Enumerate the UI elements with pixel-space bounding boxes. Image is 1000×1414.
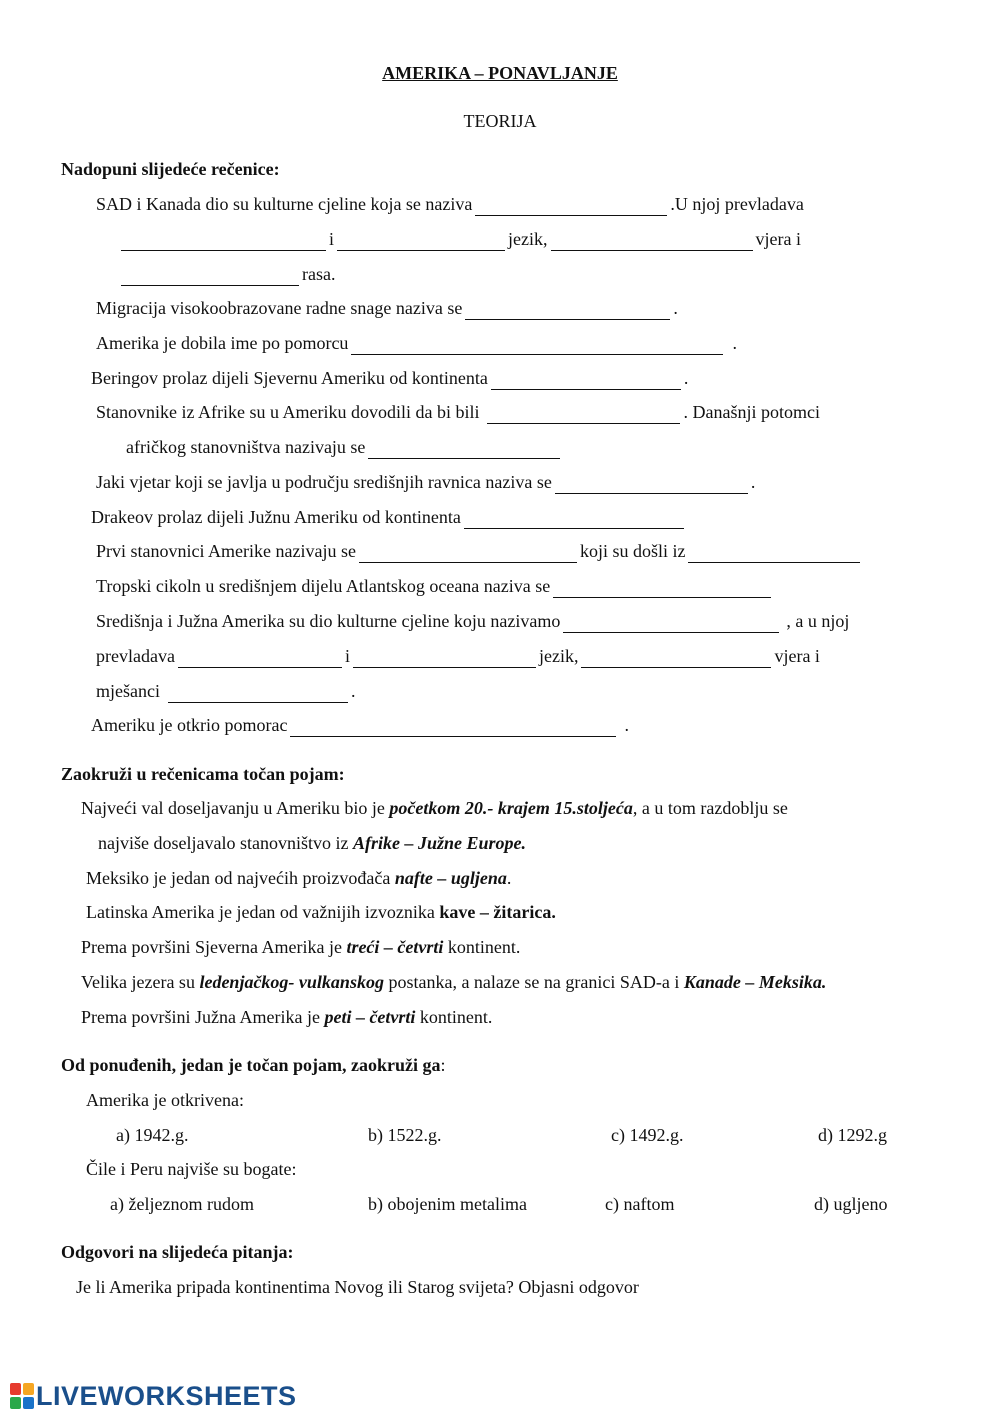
fill-line-1: SAD i Kanada dio su kulturne cjeline koja se naziva .U njoj prevladava: [96, 194, 804, 214]
fill-line-7: Stanovnike iz Afrike su u Ameriku dovodili da bi bili . Današnji potomci: [96, 402, 820, 422]
open-question-1: Je li Amerika pripada kontinentima Novog ili Starog svijeta? Objasni odgovor: [76, 1277, 639, 1297]
mc-question-1: Amerika je otkrivena:: [86, 1090, 244, 1110]
fill-line-4: Migracija visokoobrazovane radne snage naziva se .: [96, 298, 678, 318]
liveworksheets-logo-icon: [10, 1383, 34, 1409]
mc-option[interactable]: d) ugljeno: [814, 1194, 888, 1214]
page-title: AMERIKA – PONAVLJANJE: [382, 63, 618, 83]
blank-input[interactable]: [121, 267, 299, 286]
blank-input[interactable]: [359, 544, 577, 563]
fill-line-15: mješanci .: [96, 681, 356, 701]
blank-input[interactable]: [563, 614, 779, 633]
fill-line-3: rasa.: [118, 263, 335, 286]
choice[interactable]: treći – četvrti: [346, 937, 444, 957]
fill-line-14: prevladava i jezik, vjera i: [96, 646, 820, 666]
page-subtitle: TEORIJA: [463, 111, 537, 131]
blank-input[interactable]: [168, 684, 348, 703]
fill-line-9: Jaki vjetar koji se javlja u području središnjih ravnica naziva se .: [96, 472, 756, 492]
mc-option[interactable]: a) željeznom rudom: [110, 1194, 254, 1214]
section4-heading: Odgovori na slijedeća pitanja:: [61, 1242, 294, 1262]
choice[interactable]: nafte – ugljena: [394, 868, 507, 888]
liveworksheets-logo: [10, 1381, 297, 1411]
choice[interactable]: Kanade – Meksika.: [683, 972, 827, 992]
choice[interactable]: ledenjačkog- vulkanskog: [199, 972, 384, 992]
blank-input[interactable]: [551, 232, 753, 251]
circle-sentence-6: Velika jezera su ledenjačkog- vulkanskog postanka, a nalaze se na granici SAD-a i Kanade – Meksika.: [81, 972, 827, 992]
blank-input[interactable]: [464, 510, 684, 529]
fill-line-12: Tropski cikoln u središnjem dijelu Atlantskog oceana naziva se: [96, 575, 774, 598]
blank-input[interactable]: [555, 475, 748, 494]
blank-input[interactable]: [337, 232, 505, 251]
fill-line-6: Beringov prolaz dijeli Sjevernu Ameriku od kontinenta .: [91, 368, 689, 388]
circle-sentence-4: Latinska Amerika je jedan od važnijih izvoznika kave – žitarica.: [86, 902, 556, 922]
fill-line-10: Drakeov prolaz dijeli Južnu Ameriku od kontinenta: [91, 506, 687, 529]
choice[interactable]: kave – žitarica.: [439, 902, 556, 922]
choice[interactable]: peti – četvrti: [324, 1007, 416, 1027]
fill-line-11: Prvi stanovnici Amerike nazivaju se koji su došli iz: [96, 540, 863, 563]
fill-line-13: Središnja i Južna Amerika su dio kulturne cjeline koju nazivamo , a u njoj: [96, 611, 850, 631]
circle-sentence-5: Prema površini Sjeverna Amerika je treći – četvrti kontinent.: [81, 937, 521, 957]
blank-input[interactable]: [368, 440, 560, 459]
blank-input[interactable]: [491, 371, 681, 390]
liveworksheets-logo-text: LIVEWORKSHEETS: [36, 1380, 297, 1411]
fill-line-8: afričkog stanovništva nazivaju se: [126, 436, 563, 459]
fill-line-16: Ameriku je otkrio pomorac .: [91, 715, 629, 735]
mc-option[interactable]: c) naftom: [605, 1194, 675, 1214]
fill-line-2: i jezik, vjera i: [118, 228, 801, 251]
blank-input[interactable]: [465, 301, 670, 320]
mc-option[interactable]: b) obojenim metalima: [368, 1194, 527, 1214]
blank-input[interactable]: [688, 544, 860, 563]
circle-sentence-3: Meksiko je jedan od najvećih proizvođača nafte – ugljena.: [86, 868, 512, 888]
circle-sentence-7: Prema površini Južna Amerika je peti – četvrti kontinent.: [81, 1007, 493, 1027]
circle-sentence-1: Najveći val doseljavanju u Ameriku bio je početkom 20.- krajem 15.stoljeća, a u tom razdoblju se: [81, 798, 788, 818]
section1-heading: Nadopuni slijedeće rečenice:: [61, 159, 280, 179]
section3-heading: Od ponuđenih, jedan je točan pojam, zaokruži ga:: [61, 1055, 446, 1075]
mc-option[interactable]: a) 1942.g.: [116, 1125, 189, 1145]
blank-input[interactable]: [487, 405, 680, 424]
circle-sentence-2: najviše doseljavalo stanovništvo iz Afrike – Južne Europe.: [98, 833, 526, 853]
blank-input[interactable]: [351, 336, 723, 355]
choice[interactable]: početkom 20.- krajem 15.stoljeća: [389, 798, 633, 818]
blank-input[interactable]: [475, 197, 667, 216]
section2-heading: Zaokruži u rečenicama točan pojam:: [61, 764, 345, 784]
mc-question-2: Čile i Peru najviše su bogate:: [86, 1159, 297, 1179]
blank-input[interactable]: [553, 579, 771, 598]
mc-option[interactable]: c) 1492.g.: [611, 1125, 684, 1145]
mc-option[interactable]: b) 1522.g.: [368, 1125, 442, 1145]
mc-option[interactable]: d) 1292.g: [818, 1125, 887, 1145]
blank-input[interactable]: [178, 649, 342, 668]
blank-input[interactable]: [121, 232, 326, 251]
blank-input[interactable]: [290, 718, 616, 737]
blank-input[interactable]: [581, 649, 771, 668]
choice[interactable]: Afrike – Južne Europe.: [352, 833, 526, 853]
blank-input[interactable]: [353, 649, 536, 668]
fill-line-5: Amerika je dobila ime po pomorcu .: [96, 333, 737, 353]
